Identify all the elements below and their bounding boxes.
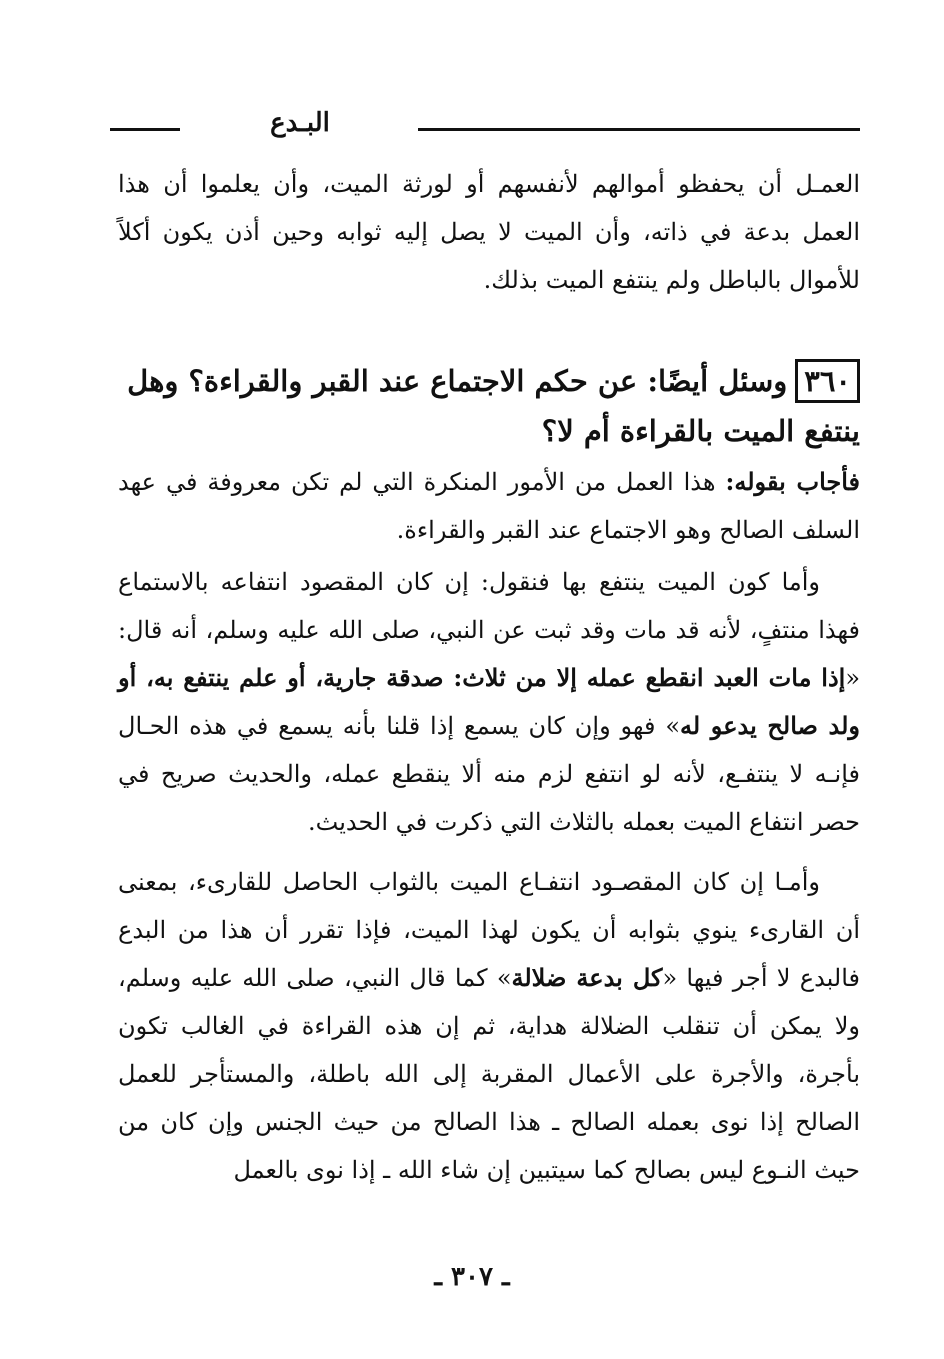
- header-rule-short: [110, 128, 180, 131]
- answer-p3-text-a: وأمـا إن كان المقصـود انتفـاع الميت بالثواب الحاصل للقارىء، بمعنى أن القارىء ينوي بثوابه أن يكون لهذا الميت، فإذا تقرر أن هذا من البدع فالبدع لا أجر فيها «: [118, 868, 861, 992]
- answer-lead: فأجاب بقوله:: [725, 467, 861, 496]
- continuation-paragraph: [118, 160, 860, 304]
- answer-paragraph-3: [118, 858, 860, 1194]
- question-text: وسئل أيضًا: عن حكم الاجتماع عند القبر والقراءة؟ وهل ينتفع الميت بالقراءة أم لا؟: [127, 364, 860, 448]
- running-header: [100, 108, 860, 148]
- answer-paragraph-1: [118, 458, 860, 554]
- answer-p3-text-b: » كما قال النبي، صلى الله عليه وسلم، ولا يمكن أن تنقلب الضلالة هداية، ثم إن هذه القراءة في الغالب تكون بأجرة، والأجرة على الأعمال المقربة إلى الله باطلة، والمستأجر للعمل الصالح إذا نوى بعمله الصالح ـ هذا الصالح من حيث الجنس وإن كان من حيث النـوع ليس بصالح كما سيتبين إن شاء الله ـ إذا نوى بالعمل: [118, 964, 860, 1184]
- header-rule-long: [418, 128, 860, 131]
- hadith-quote-2: كل بدعة ضلالة: [511, 963, 663, 992]
- answer-p1-text: هذا العمل من الأمور المنكرة التي لم تكن معروفة في عهد السلف الصالح وهو الاجتماع عند القبر والقراءة.: [118, 468, 860, 544]
- hadith-quote-1: إذا مات العبد انقطع عمله إلا من ثلاث: صدقة جارية، أو علم ينتفع به، أو ولد صالح يدعو له: [118, 663, 860, 740]
- answer-p2-text-a: وأما كون الميت ينتفع بها فنقول: إن كان المقصود انتفاعه بالاستماع فهذا منتفٍ، لأنه قد مات وقد ثبت عن النبي، صلى الله عليه وسلم، أنه قال: «: [118, 568, 860, 692]
- page-number: ـ ٣٠٧ ـ: [434, 1262, 510, 1292]
- running-header-title: البـدع: [270, 108, 330, 138]
- answer-paragraph-2: [118, 558, 860, 846]
- continuation-text: العمـل أن يحفظو أموالهم لأنفسهم أو لورثة الميت، وأن يعلموا أن هذا العمل بدعة في ذاته، وأن الميت لا يصل إليه ثوابه وحين أذن يكون أكلاً للأموال بالباطل ولم ينتفع الميت بذلك.: [118, 170, 860, 294]
- answer-body: [118, 458, 860, 1194]
- question-number-box: ٣٦٠: [795, 359, 860, 403]
- question-heading: [118, 356, 860, 456]
- answer-p2-text-b: » فهو وإن كان يسمع إذا قلنا بأنه يسمع في هذه الحـال فإنـه لا ينتفـع، لأنه لو انتفع لزم منه ألا ينقطع عمله، والحديث صريح في حصر انتفاع الميت بعمله بالثلاث التي ذكرت في الحديث.: [118, 712, 861, 836]
